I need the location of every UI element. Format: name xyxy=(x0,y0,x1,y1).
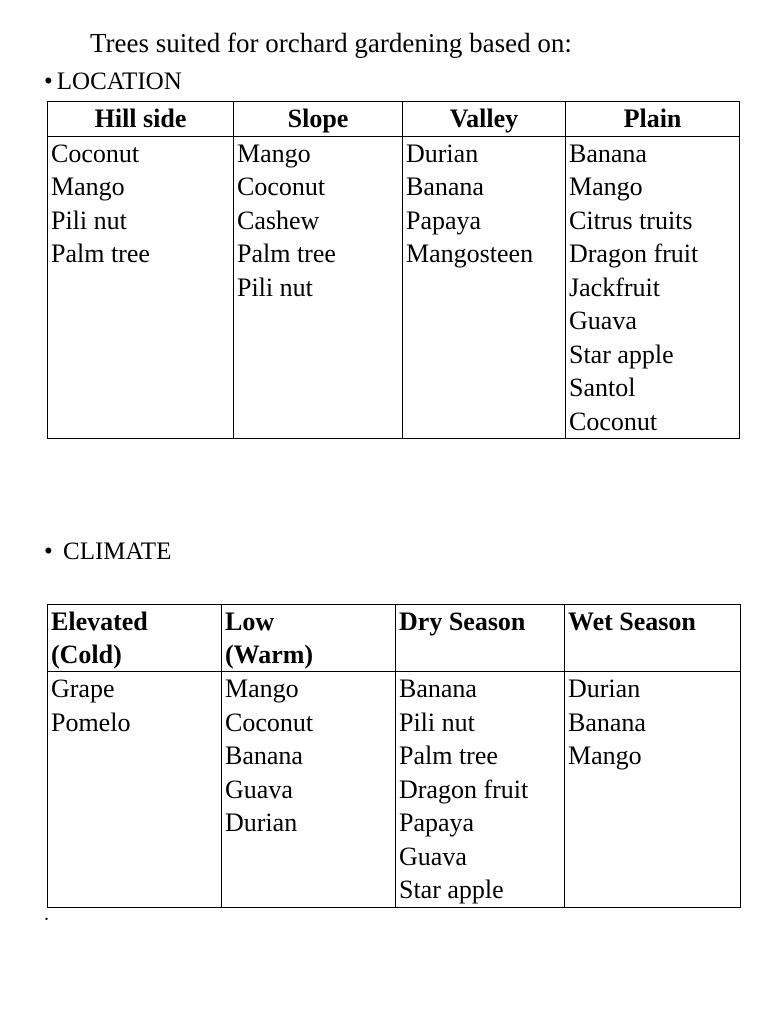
items-cell xyxy=(48,136,234,439)
list-item: Durian xyxy=(225,808,298,837)
list-item: Jackfruit xyxy=(569,272,660,302)
location-items-row xyxy=(48,136,740,439)
list-item: Guava xyxy=(225,774,293,804)
list-item: Pili nut xyxy=(51,205,127,235)
climate-heading-text: CLIMATE xyxy=(63,538,172,565)
climate-items-row xyxy=(48,672,741,908)
items-cell xyxy=(396,672,565,908)
list-item: Banana xyxy=(568,707,646,737)
column-header xyxy=(565,605,741,672)
items-cell xyxy=(222,672,396,908)
items-cell xyxy=(234,136,403,439)
list-item: Banana xyxy=(406,172,484,201)
list-item: Banana xyxy=(225,741,303,770)
list-item: Guava xyxy=(569,306,637,335)
list-item: Palm tree xyxy=(399,741,498,770)
list-item: Coconut xyxy=(569,406,658,436)
page-title: Trees suited for orchard gardening based on: xyxy=(90,28,572,58)
list-item: Coconut xyxy=(51,138,140,168)
list-item: Mango xyxy=(237,138,311,168)
list-item: Mango xyxy=(225,674,299,703)
list-item: Mangosteen xyxy=(406,239,534,268)
header-line: (Warm) xyxy=(225,640,314,669)
header-line: Elevated xyxy=(51,607,148,636)
climate-header-row xyxy=(48,605,741,672)
list-item: Guava xyxy=(399,841,467,871)
list-item: Santol xyxy=(569,373,636,402)
list-item: Mango xyxy=(51,172,125,201)
items-cell xyxy=(403,136,566,439)
list-item: Papaya xyxy=(406,205,482,235)
header-line: (Cold) xyxy=(51,640,122,669)
list-item: Coconut xyxy=(237,172,326,201)
list-item: Dragon fruit xyxy=(399,774,529,804)
column-header: Slope xyxy=(234,102,403,137)
climate-heading xyxy=(44,538,171,566)
items-cell xyxy=(48,672,222,908)
climate-table xyxy=(47,604,741,908)
column-header xyxy=(222,605,396,672)
list-item: Durian xyxy=(406,138,479,168)
list-item: Pili nut xyxy=(237,272,313,302)
list-item: Mango xyxy=(568,741,642,770)
list-item: Papaya xyxy=(399,808,475,837)
column-header: Valley xyxy=(403,102,566,137)
list-item: Palm tree xyxy=(51,239,150,268)
header-line: Wet Season xyxy=(568,607,696,636)
column-header xyxy=(396,605,565,672)
list-item: Durian xyxy=(568,674,641,703)
bullet-icon: • xyxy=(44,68,53,95)
header-line: Low xyxy=(225,607,275,636)
items-cell xyxy=(565,672,741,908)
list-item: Cashew xyxy=(237,205,320,235)
list-item: Banana xyxy=(399,674,477,703)
list-item: Grape xyxy=(51,674,115,703)
location-heading-text: LOCATION xyxy=(56,68,182,95)
list-item: Star apple xyxy=(399,875,504,904)
list-item: Pomelo xyxy=(51,707,131,737)
list-item: Pili nut xyxy=(399,707,475,737)
header-line: Dry Season xyxy=(399,607,526,636)
location-table xyxy=(47,101,740,439)
location-header-row xyxy=(48,102,740,137)
location-heading xyxy=(44,68,182,96)
column-header: Hill side xyxy=(48,102,234,137)
list-item: Star apple xyxy=(569,339,674,369)
stray-mark: . xyxy=(44,903,49,925)
list-item: Mango xyxy=(569,172,643,201)
list-item: Banana xyxy=(569,138,647,168)
list-item: Citrus truits xyxy=(569,205,693,235)
list-item: Dragon fruit xyxy=(569,239,699,268)
items-cell xyxy=(566,136,740,439)
column-header: Plain xyxy=(566,102,740,137)
column-header xyxy=(48,605,222,672)
list-item: Coconut xyxy=(225,707,314,737)
list-item: Palm tree xyxy=(237,239,336,268)
bullet-icon: • xyxy=(44,538,53,565)
